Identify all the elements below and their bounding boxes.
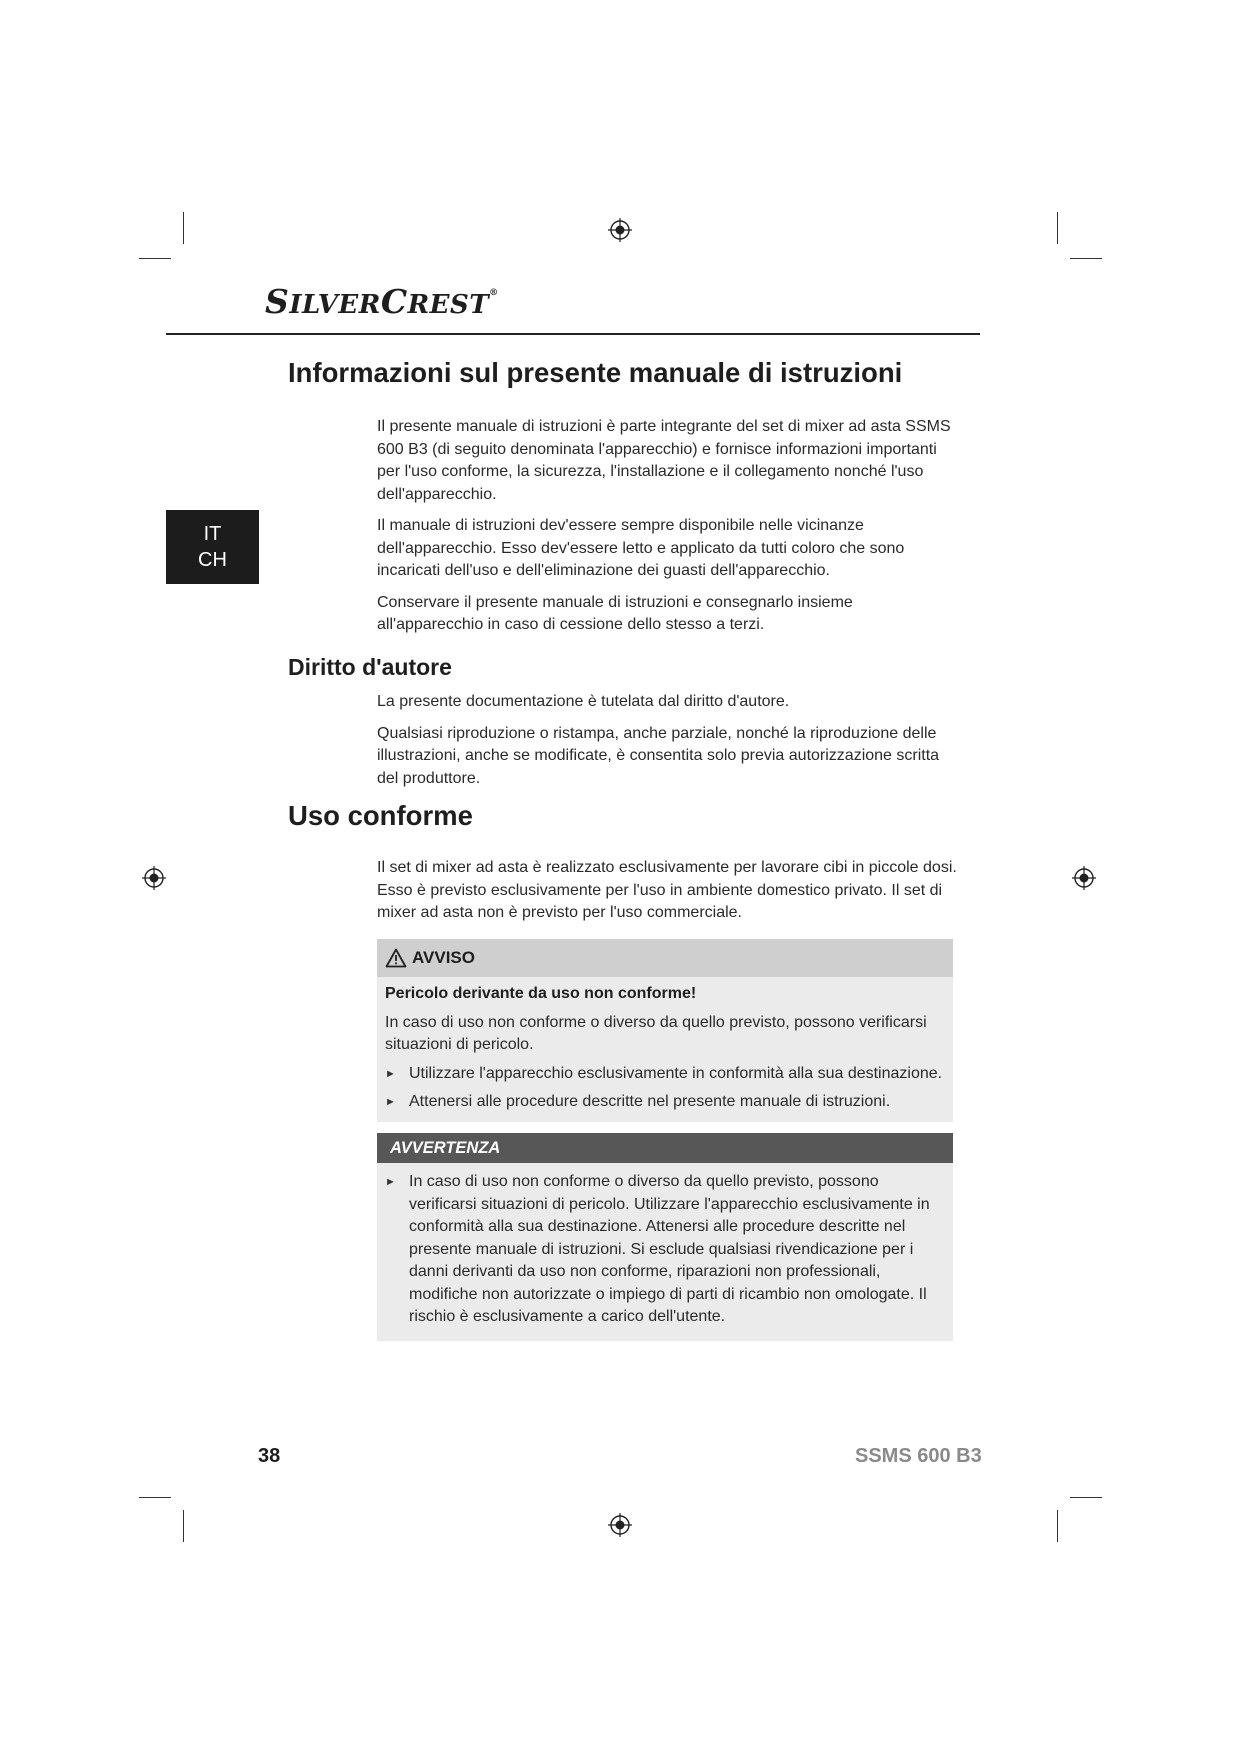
- arrow-bullet-icon: ►: [385, 1176, 396, 1188]
- arrow-bullet-icon: ►: [385, 1096, 396, 1108]
- paragraph: La presente documentazione è tutelata dal diritto d'autore.: [377, 693, 790, 710]
- notice-box: [377, 939, 953, 1122]
- section-body-manual-info: [377, 416, 957, 646]
- list-item: [385, 1063, 943, 1086]
- notice-text: In caso di uso non conforme o diverso da quello previsto, possono verificarsi situazioni di pericolo.: [385, 1013, 927, 1053]
- registration-mark-icon: [142, 866, 166, 890]
- registration-mark-icon: [1072, 866, 1096, 890]
- arrow-bullet-icon: ►: [385, 1067, 396, 1080]
- crop-mark: [139, 1497, 171, 1498]
- section-title-manual-info: Informazioni sul presente manuale di istruzioni: [288, 357, 903, 388]
- header-rule: [166, 333, 980, 335]
- crop-mark: [183, 1510, 184, 1542]
- crop-mark: [1057, 1510, 1058, 1542]
- section-body-copyright: [377, 691, 957, 799]
- registration-mark-icon: [608, 1513, 632, 1537]
- crop-mark: [139, 258, 171, 259]
- crop-mark: [1057, 212, 1058, 244]
- language-tab: [166, 510, 259, 584]
- warning-heading: AVVERTENZA: [390, 1138, 501, 1157]
- list-item: [385, 1091, 943, 1114]
- warning-header: [377, 1133, 953, 1163]
- section-body-intended-use: [377, 857, 957, 934]
- registration-mark-icon: [608, 218, 632, 242]
- notice-header: [377, 939, 953, 977]
- warning-box: [377, 1133, 953, 1341]
- crop-mark: [183, 212, 184, 244]
- notice-subheading: Pericolo derivante da uso non conforme!: [385, 985, 697, 1002]
- warning-triangle-icon: [385, 948, 407, 968]
- brand-logo: SILVERCREST®: [265, 282, 499, 321]
- paragraph: Il presente manuale di istruzioni è parte integrante del set di mixer ad asta SSMS 600 B3 (di seguito denominata l'apparecchio) e fornisce informazioni importanti per l'uso conforme, la sicurezza, l'installazione e il collegamento nonché l'uso dell'apparecchio.: [377, 418, 951, 503]
- paragraph: Il manuale di istruzioni dev'essere sempre disponibile nelle vicinanze dell'apparecchio. Esso dev'essere letto e applicato da tutti coloro che sono incaricati dell'uso e dell'eliminazione dei guasti dell'apparecchio.: [377, 517, 905, 579]
- list-item: [385, 1171, 943, 1329]
- bullet-text: Attenersi alle procedure descritte nel presente manuale di istruzioni.: [409, 1093, 891, 1110]
- page-number: 38: [258, 1445, 281, 1467]
- paragraph: Qualsiasi riproduzione o ristampa, anche parziale, nonché la riproduzione delle illustrazioni, anche se modificate, è consentita solo previa autorizzazione scritta del produttore.: [377, 724, 940, 787]
- bullet-text: Utilizzare l'apparecchio esclusivamente in conformità alla sua destinazione.: [409, 1064, 943, 1082]
- bullet-text: In caso di uso non conforme o diverso da quello previsto, possono verificarsi situazioni di pericolo. Utilizzare l'apparecchio esclusivamente in conformità alla sua destinazione. Attenersi alle procedure descritte nel presente manuale di istruzioni. Si esclude qualsiasi rivendicazione per i danni derivanti da uso non conforme, riparazioni non professionali, modifiche non autorizzate o impiego di parti di ricambio non omologate. Il rischio è esclusivamente a carico dell'utente.: [409, 1173, 930, 1325]
- section-title-intended-use: Uso conforme: [288, 800, 473, 831]
- crop-mark: [1070, 258, 1102, 259]
- paragraph: Conservare il presente manuale di istruzioni e consegnarlo insieme all'apparecchio in caso di cessione dello stesso a terzi.: [377, 593, 853, 633]
- section-title-copyright: Diritto d'autore: [288, 654, 452, 680]
- notice-heading: AVVISO: [412, 948, 475, 967]
- language-code-it: IT: [203, 523, 222, 545]
- crop-mark: [1070, 1497, 1102, 1498]
- paragraph: Il set di mixer ad asta è realizzato esclusivamente per lavorare cibi in piccole dosi. Esso è previsto esclusivamente per l'uso in ambiente domestico privato. Il set di mixer ad asta non è previsto per l'uso commerciale.: [377, 859, 957, 921]
- language-code-ch: CH: [198, 549, 227, 571]
- model-number: SSMS 600 B3: [855, 1445, 982, 1467]
